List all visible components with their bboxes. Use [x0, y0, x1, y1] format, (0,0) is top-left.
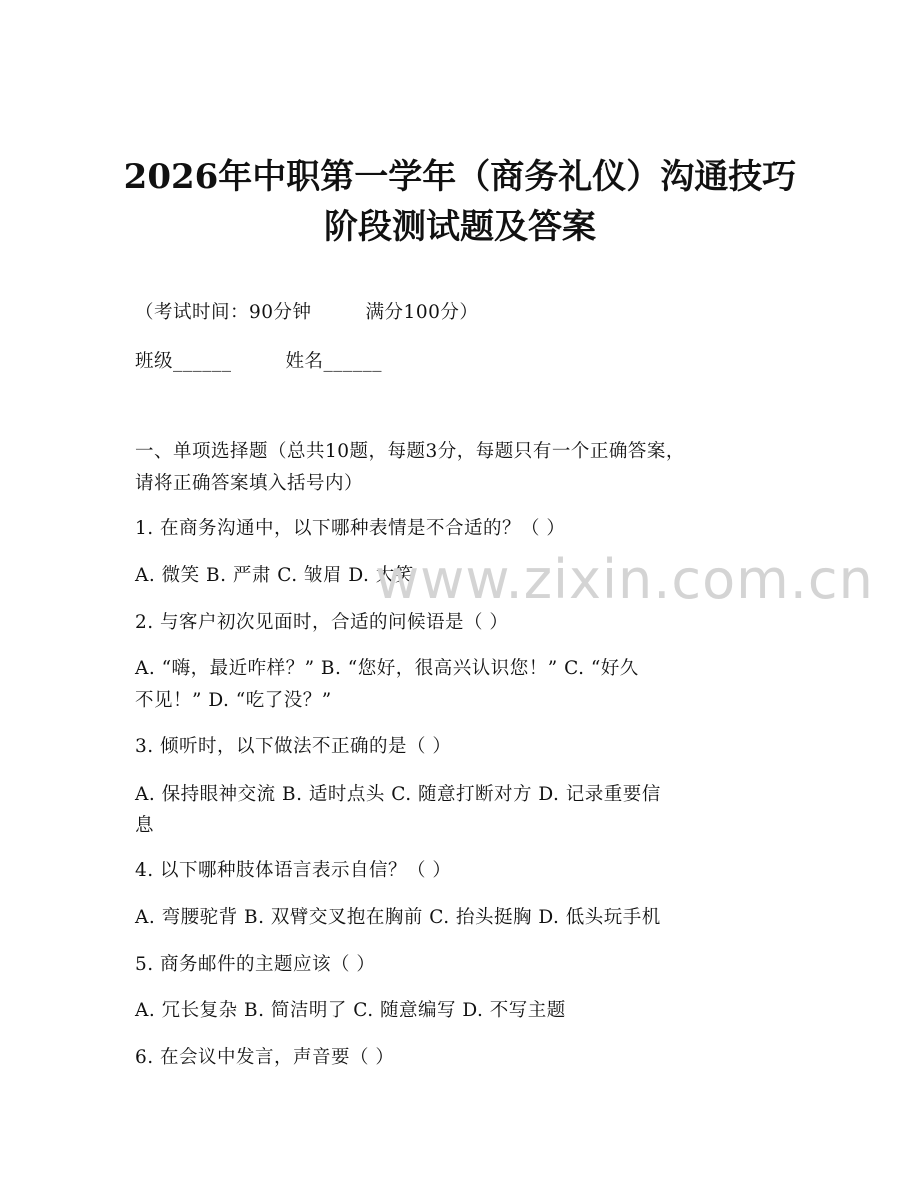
student-info [135, 353, 382, 372]
question-2-stem: 2. 与客户初次见面时，合适的问候语是（ ） [135, 612, 509, 633]
exam-full-score: 满分100分） [365, 302, 479, 323]
question-2-options-line-1: A. “嗨，最近咋样？” B. “您好，很高兴认识您！” C. “好久 [135, 658, 639, 679]
watermark: www.zixin.com.cn [375, 548, 874, 611]
question-3-options-line-1: A. 保持眼神交流 B. 适时点头 C. 随意打断对方 D. 记录重要信 [135, 784, 661, 805]
question-1-stem: 1. 在商务沟通中，以下哪种表情是不合适的？（ ） [135, 518, 566, 539]
section-heading-line-2: 请将正确答案填入括号内） [135, 473, 364, 494]
question-3-options-line-2: 息 [135, 815, 155, 836]
question-5-options: A. 冗长复杂 B. 简洁明了 C. 随意编写 D. 不写主题 [135, 1000, 566, 1021]
document-title-line-1: 2026年中职第一学年（商务礼仪）沟通技巧 [123, 157, 797, 197]
section-heading-line-1: 一、单项选择题（总共10题，每题3分，每题只有一个正确答案， [135, 441, 685, 462]
exam-time: （考试时间：90分钟 [135, 302, 312, 323]
question-6-stem: 6. 在会议中发言，声音要（ ） [135, 1047, 395, 1068]
question-3-stem: 3. 倾听时，以下做法不正确的是（ ） [135, 736, 452, 757]
name-field: 姓名______ [285, 351, 383, 372]
question-4-stem: 4. 以下哪种肢体语言表示自信？（ ） [135, 860, 452, 881]
question-1-options: A. 微笑 B. 严肃 C. 皱眉 D. 大笑 [135, 565, 414, 586]
question-4-options: A. 弯腰驼背 B. 双臂交叉抱在胸前 C. 抬头挺胸 D. 低头玩手机 [135, 907, 661, 928]
question-5-stem: 5. 商务邮件的主题应该（ ） [135, 954, 376, 975]
class-field: 班级______ [135, 351, 232, 372]
exam-info [135, 304, 478, 323]
document-title-line-2: 阶段测试题及答案 [324, 207, 596, 247]
question-2-options-line-2: 不见！” D. “吃了没？” [135, 690, 332, 711]
